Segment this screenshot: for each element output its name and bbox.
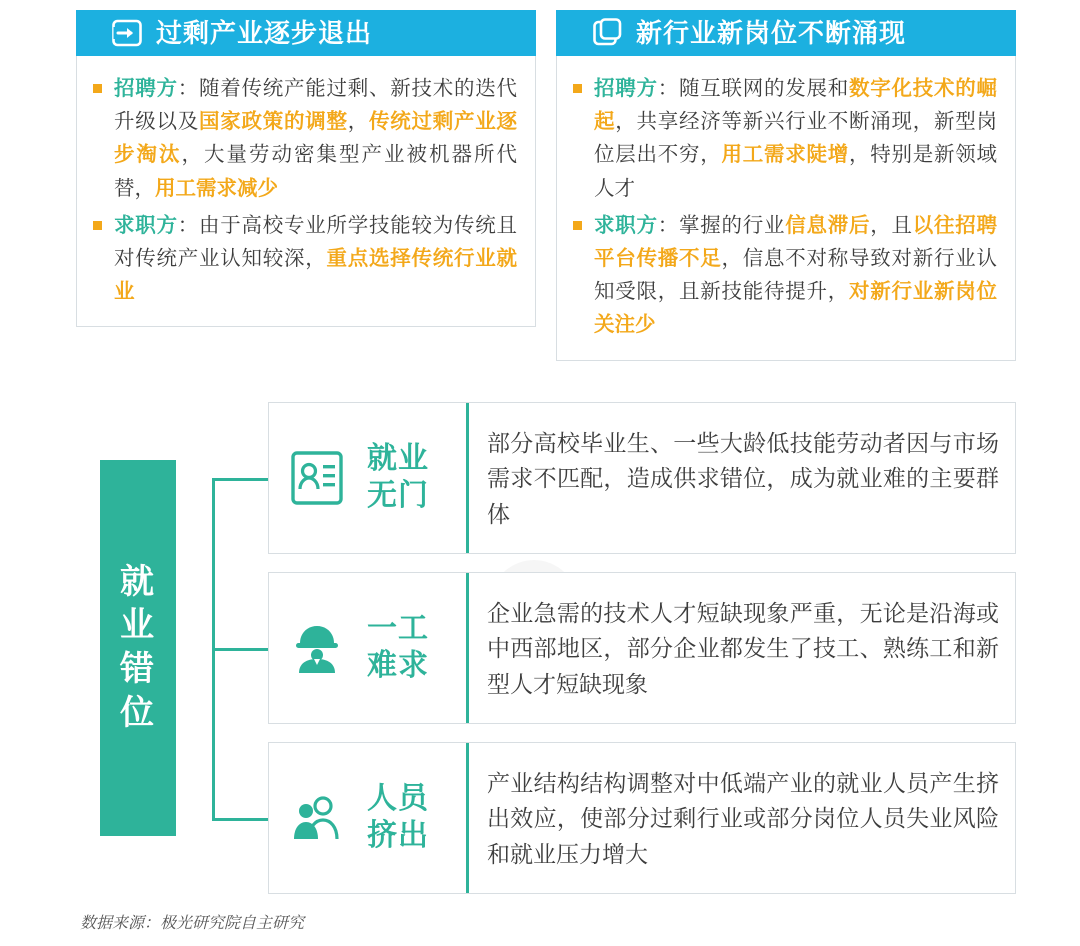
bullet-square-icon — [93, 221, 102, 230]
card-1-right — [469, 403, 1015, 553]
bullet-seg: ，大量劳动密集型产业被机器所代替， — [114, 143, 517, 200]
bullet-item — [573, 209, 997, 342]
card-2-tag — [359, 611, 429, 684]
bullet-item — [93, 209, 517, 309]
bullet-seg: ，共享经济等新兴行业不断涌现，新型岗位层出不穷， — [594, 110, 997, 167]
bullet-seg: 信息滞后 — [785, 213, 871, 237]
bullet-seg: ， — [347, 110, 369, 134]
bullet-seg: 重点选择传统行业就业 — [114, 247, 517, 304]
mismatch-label — [100, 460, 176, 836]
id-card-icon — [289, 449, 345, 507]
bullet-seg: 求职方 — [114, 213, 178, 237]
connector-branch-2 — [212, 648, 270, 651]
bullet-seg: ，信息不对称导致对新行业认知受限，且新技能待提升， — [594, 247, 997, 304]
panel-new-industries-title: 新行业新岗位不断涌现 — [636, 18, 907, 48]
bullet-square-icon — [573, 84, 582, 93]
card-1-left — [269, 403, 469, 553]
bullet-text — [114, 72, 517, 205]
card-3-tag-line2: 挤出 — [367, 819, 429, 852]
panel-overcapacity-header — [76, 10, 536, 56]
bullet-seg: 对新行业新岗位关注少 — [594, 280, 997, 337]
panel-new-industries — [556, 10, 1016, 361]
bullet-seg: ：由于高校专业所学技能较为传统且对传统产业认知较深， — [114, 213, 517, 271]
worker-helmet-icon — [289, 619, 345, 677]
new-window-icon — [592, 18, 622, 48]
card-3-tag — [359, 781, 429, 854]
bullet-square-icon — [573, 221, 582, 230]
panel-overcapacity-body — [76, 56, 536, 327]
people-icon — [289, 789, 345, 847]
card-2-left — [269, 573, 469, 723]
bullet-seg: 传统过剩产业逐步淘汰 — [114, 110, 517, 167]
source-note: 数据来源：极光研究院自主研究 — [80, 915, 305, 932]
card-1-tag — [359, 441, 429, 514]
connector-branch-1 — [212, 478, 270, 481]
bullet-text — [594, 209, 997, 342]
bullet-seg: 招聘方 — [594, 77, 658, 100]
card-2-tag-line2: 难求 — [367, 649, 429, 682]
card-3-right — [469, 743, 1015, 893]
bullet-seg: ，特别是新领域人才 — [594, 143, 997, 200]
card-employment-barrier — [268, 402, 1016, 554]
bullet-text — [594, 72, 997, 205]
card-1-description: 部分高校毕业生、一些大龄低技能劳动者因与市场需求不匹配，造成供求错位，成为就业难的主要群体 — [487, 429, 999, 527]
bullet-seg: ：随着传统产能过剩、新技术的迭代升级以及 — [114, 77, 517, 134]
bullet-seg: ，且 — [870, 213, 913, 237]
top-panels — [76, 10, 1016, 361]
bullet-seg: ：随互联网的发展和 — [657, 77, 849, 100]
card-3-left — [269, 743, 469, 893]
card-1-tag-line1: 就业 — [367, 442, 429, 476]
bullet-item — [93, 72, 517, 205]
arrow-exit-icon — [112, 18, 142, 48]
panel-overcapacity — [76, 10, 536, 361]
panel-new-industries-body — [556, 56, 1016, 361]
bullet-seg: 招聘方 — [114, 77, 178, 100]
bullet-seg: 用工需求陡增 — [721, 143, 849, 167]
card-2-right — [469, 573, 1015, 723]
bullet-item — [573, 72, 997, 205]
bullet-seg: 求职方 — [594, 213, 658, 237]
card-3-description: 产业结构结构调整对中低端产业的就业人员产生挤出效应，使部分过剩行业或部分岗位人员失业风险和就业压力增大 — [487, 769, 999, 867]
bullet-seg: 国家政策的调整 — [199, 110, 348, 134]
bullet-square-icon — [93, 84, 102, 93]
bullet-seg: 以往招聘平台传播不足 — [594, 213, 997, 271]
card-worker-shortage — [268, 572, 1016, 724]
card-2-tag-line1: 一工 — [367, 612, 429, 646]
panel-new-industries-header — [556, 10, 1016, 56]
connector-branch-3 — [212, 818, 270, 821]
card-personnel-squeeze — [268, 742, 1016, 894]
bullet-seg: ：掌握的行业 — [657, 213, 786, 237]
card-2-description: 企业急需的技术人才短缺现象严重，无论是沿海或中西部地区，部分企业都发生了技工、熟练工和新型人才短缺现象 — [487, 599, 999, 697]
mismatch-label-text: 就业错位 — [120, 562, 156, 732]
bottom-section — [0, 398, 1080, 898]
card-3-tag-line1: 人员 — [367, 782, 429, 816]
bullet-seg: 用工需求减少 — [155, 176, 278, 200]
bullet-text — [114, 209, 517, 309]
panel-overcapacity-title: 过剩产业逐步退出 — [156, 18, 373, 48]
card-1-tag-line2: 无门 — [367, 479, 429, 512]
bullet-seg: 数字化技术的崛起 — [594, 77, 997, 134]
